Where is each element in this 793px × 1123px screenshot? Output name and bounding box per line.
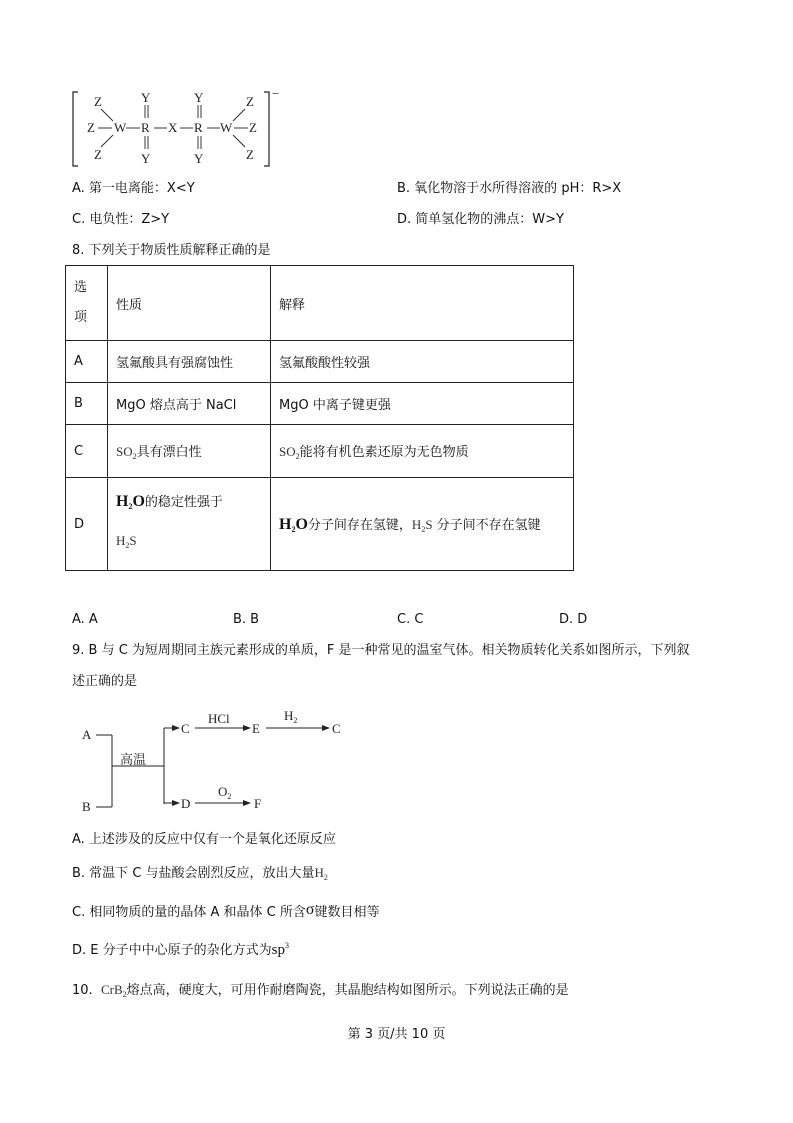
so2-formula: $SO_2$ [116, 444, 137, 461]
table-row [66, 341, 574, 383]
row-option: A [66, 341, 108, 383]
q9-stem-line1: 9. B 与 C 为短周期同主族元素形成的单质，F 是一种常见的温室气体。相关物质转化关系如图所示，下列叙 [72, 643, 690, 658]
table-row [66, 383, 574, 425]
q7-option-a: A. 第一电离能：X<Y [72, 181, 195, 196]
q9-stem-line2: 述正确的是 [72, 674, 138, 689]
row-explanation: $H_2O$分子间存在氢键，$H_2S$ 分子间不存在氢键 [271, 478, 574, 571]
node-f: F [254, 796, 262, 811]
table-row [66, 478, 574, 571]
q8-stem: 8. 下列关于物质性质解释正确的是 [72, 243, 271, 258]
condition-label: 高温 [120, 753, 147, 768]
atom-w: W [220, 120, 233, 135]
q7-option-c: C. 电负性：Z>Y [72, 212, 170, 227]
header-explanation: 解释 [271, 266, 574, 341]
page-footer: 第 3 页/共 10 页 [347, 1027, 446, 1042]
q8-answer-b: B. B [233, 612, 260, 627]
crb2-formula: CrB$_2$ [100, 982, 127, 999]
q8-table [65, 265, 574, 571]
header-option-line1: 选 [74, 280, 88, 295]
row-option: B [66, 383, 108, 425]
atom-z: Z [94, 94, 102, 109]
reagent-o2: $O_2$ [218, 784, 232, 801]
q9-option-c: C. 相同物质的量的晶体 A 和晶体 C 所含σ键数目相等 [72, 901, 380, 920]
node-a: A [82, 727, 92, 742]
atom-z: Z [246, 94, 254, 109]
q7-structure-diagram [68, 86, 288, 170]
atom-y: Y [141, 90, 151, 105]
row-property: 氢氟酸具有强腐蚀性 [108, 341, 271, 383]
h2o-formula: $H_2O$ [116, 493, 145, 511]
h2s-formula: $H_2S$ [116, 533, 137, 550]
so2-formula: $SO_2$ [279, 444, 300, 461]
atom-r: R [141, 120, 150, 135]
row-property: MgO 熔点高于 NaCl [108, 383, 271, 425]
q9-option-b: B. 常温下 C 与盐酸会剧烈反应，放出大量$H_2$ [72, 865, 328, 882]
atom-y: Y [194, 90, 204, 105]
reagent-hcl: HCl [208, 711, 230, 726]
q9-option-a: A. 上述涉及的反应中仅有一个是氧化还原反应 [72, 832, 336, 847]
atom-z: Z [249, 120, 257, 135]
sp3-formula: $sp^3$ [271, 941, 289, 958]
q10-stem: 10. CrB$_2$熔点高，硬度大，可用作耐磨陶瓷，其晶胞结构如图所示。下列说法正确的是 [72, 982, 569, 999]
atom-r: R [194, 120, 203, 135]
h2o-formula: $H_2O$ [279, 516, 308, 534]
table-row [66, 425, 574, 478]
sigma-symbol: σ [305, 901, 315, 918]
q8-answer-d: D. D [559, 612, 588, 627]
atom-z: Z [87, 120, 95, 135]
atom-y: Y [141, 151, 151, 166]
h2-formula: $H_2$ [314, 865, 328, 882]
table-header-row [66, 266, 574, 341]
q7-option-d: D. 简单氢化物的沸点：W>Y [397, 212, 564, 227]
header-option-line2: 项 [74, 310, 88, 325]
q9-flow-diagram [78, 706, 358, 812]
atom-z: Z [246, 147, 254, 162]
h2s-formula: $H_2S$ [411, 517, 433, 534]
atom-w: W [114, 120, 127, 135]
q7-option-b: B. 氧化物溶于水所得溶液的 pH：R>X [397, 181, 622, 196]
reagent-h2: $H_2$ [284, 708, 298, 725]
atom-y: Y [194, 151, 204, 166]
node-c: C [181, 721, 190, 736]
row-property: $SO_2$具有漂白性 [108, 425, 271, 478]
charge-label: − [272, 86, 280, 101]
q8-answer-a: A. A [72, 612, 98, 627]
atom-z: Z [94, 147, 102, 162]
node-d: D [181, 796, 191, 811]
row-explanation: 氢氟酸酸性较强 [271, 341, 574, 383]
row-option: D [66, 478, 108, 571]
header-property: 性质 [108, 266, 271, 341]
row-option: C [66, 425, 108, 478]
row-explanation: MgO 中离子键更强 [271, 383, 574, 425]
q9-option-d: D. E 分子中中心原子的杂化方式为$sp^3$ [72, 941, 289, 958]
atom-x: X [168, 120, 178, 135]
node-e: E [252, 721, 260, 736]
row-explanation: $SO_2$能将有机色素还原为无色物质 [271, 425, 574, 478]
node-c-final: C [332, 721, 341, 736]
node-b: B [82, 799, 91, 812]
row-property: $H_2O$的稳定性强于 $H_2S$ [108, 478, 271, 571]
q8-answer-c: C. C [397, 612, 424, 627]
